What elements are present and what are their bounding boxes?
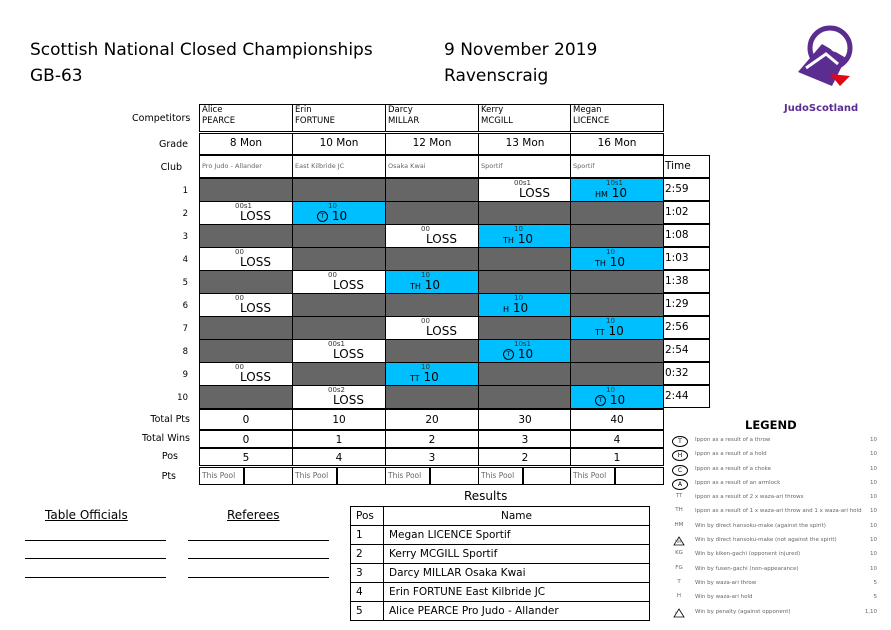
legend-text: Win by direct hansoku-make (against the spirit) xyxy=(695,522,826,529)
legend-points: 10 xyxy=(870,551,877,558)
competitor-last-name: MCGILL xyxy=(481,116,513,126)
legend-item xyxy=(672,465,877,479)
contest-score: 00s1 xyxy=(514,179,532,187)
contest-result: LOSS xyxy=(333,278,364,292)
legend-text: Ippon as a result of 2 x waza-ari throws xyxy=(695,494,804,501)
ippon-throw-icon: T xyxy=(595,395,606,406)
legend-item xyxy=(672,522,877,536)
contest-result: 10 xyxy=(611,186,628,200)
contest-empty-cell xyxy=(292,178,386,202)
contest-number: 8 xyxy=(182,347,188,357)
contest-result: LOSS xyxy=(426,232,457,246)
contest-loss-cell[interactable] xyxy=(199,362,293,386)
contest-empty-cell xyxy=(199,178,293,202)
win-type-code: TH xyxy=(503,236,514,245)
competitor-name xyxy=(385,104,479,132)
result-name: Megan LICENCE Sportif xyxy=(384,526,650,545)
contest-result: 10 xyxy=(609,255,626,269)
legend-symbol-icon: H xyxy=(676,593,682,600)
contest-score: 10 xyxy=(421,363,430,371)
contest-result: 10 xyxy=(609,393,626,407)
results-header-row xyxy=(351,507,650,526)
contest-time: 2:54 xyxy=(662,339,710,362)
legend-text: Win by penalty (against opponent) xyxy=(695,608,791,615)
contest-number: 1 xyxy=(182,186,188,196)
contest-result: 10 xyxy=(608,324,624,338)
contest-result: LOSS xyxy=(426,324,457,338)
contest-time: 1:08 xyxy=(662,224,710,247)
contest-score: 00s1 xyxy=(235,202,253,210)
pool-points-value[interactable] xyxy=(244,467,293,485)
contest-result: LOSS xyxy=(333,347,364,361)
contest-score: 00 xyxy=(235,248,244,256)
legend-points: 10 xyxy=(870,437,877,443)
legend-list xyxy=(672,436,877,622)
contest-score: 10 xyxy=(421,271,430,279)
contest-empty-cell xyxy=(199,224,293,248)
position: 1 xyxy=(570,448,664,466)
legend-text: Ippon as a result of 1 x waza-ari throw and 1 x waza-ari hold xyxy=(695,508,862,515)
referees-line[interactable] xyxy=(188,558,329,559)
contest-empty-cell xyxy=(478,201,572,225)
result-name: Darcy MILLAR Osaka Kwai xyxy=(384,564,650,583)
result-name: Alice PEARCE Pro Judo - Allander xyxy=(384,602,650,621)
legend-text: Ippon as a result of a hold xyxy=(695,451,767,458)
legend-points: 10 xyxy=(870,465,877,472)
position: 2 xyxy=(478,448,572,466)
contest-empty-cell xyxy=(385,247,479,271)
competitor-first-name: Alice xyxy=(202,105,223,115)
label-competitors: Competitors xyxy=(132,113,191,124)
legend-item xyxy=(672,593,877,607)
legend-item xyxy=(672,493,877,507)
contest-empty-cell xyxy=(292,362,386,386)
legend-title: LEGEND xyxy=(745,418,797,432)
label-pts: Pts xyxy=(161,471,176,482)
legend-points: 1,10 xyxy=(864,608,877,615)
result-pos: 3 xyxy=(351,564,384,583)
contest-result: LOSS xyxy=(240,370,271,384)
contest-result: 10 xyxy=(424,278,441,292)
legend-points: 10 xyxy=(870,479,877,486)
competitor-name xyxy=(199,104,293,132)
win-type-code: TH xyxy=(595,259,606,268)
competitor-club: Sportif xyxy=(478,155,572,178)
competitor-club: Osaka Kwai xyxy=(385,155,479,178)
legend-text: Win by fusen-gachi (non-appearance) xyxy=(695,565,799,572)
contest-score: 10 xyxy=(606,386,615,394)
legend-points: 10 xyxy=(870,565,877,572)
pool-points-value[interactable] xyxy=(523,467,572,485)
contest-score: 10 xyxy=(606,317,615,325)
contest-empty-cell xyxy=(292,247,386,271)
pool-code: GB-63 xyxy=(30,66,83,86)
legend-points: 10 xyxy=(870,537,877,544)
results-title: Results xyxy=(464,489,508,503)
contest-time: 1:02 xyxy=(662,201,710,224)
legend-symbol-icon: KG xyxy=(675,550,683,557)
contest-win-cell[interactable] xyxy=(385,362,479,386)
competitor-name xyxy=(570,104,664,132)
contest-win-cell[interactable] xyxy=(570,385,664,409)
contest-number: 2 xyxy=(182,209,188,219)
win-type-code: TT xyxy=(410,374,420,383)
contest-time: 1:38 xyxy=(662,270,710,293)
referees-line[interactable] xyxy=(188,540,329,541)
contest-number: 3 xyxy=(182,232,188,242)
contest-number: 6 xyxy=(182,301,188,311)
legend-text: Win by waza-ari hold xyxy=(695,594,753,601)
officials-line[interactable] xyxy=(25,577,166,578)
legend-points: 5 xyxy=(873,594,877,601)
contest-empty-cell xyxy=(199,339,293,363)
contest-loss-cell[interactable] xyxy=(199,247,293,271)
contest-result: 10 xyxy=(423,370,439,384)
competitor-grade: 8 Mon xyxy=(199,133,293,155)
legend-symbol-icon: TT xyxy=(675,493,683,500)
position: 3 xyxy=(385,448,479,466)
legend-item xyxy=(672,536,877,550)
total-points: 10 xyxy=(292,409,386,430)
results-name-header: Name xyxy=(384,507,650,526)
contest-result: LOSS xyxy=(240,301,271,315)
contest-score: 00 xyxy=(328,271,337,279)
legend-points: 10 xyxy=(870,494,877,501)
legend-symbol-icon xyxy=(672,608,686,620)
legend-item xyxy=(672,550,877,564)
legend-symbol-icon: TH xyxy=(675,507,683,514)
legend-item xyxy=(672,507,877,521)
label-club: Club xyxy=(160,162,182,173)
contest-score: 00 xyxy=(421,317,430,325)
total-points: 40 xyxy=(570,409,664,430)
pool-points: This Pool xyxy=(292,467,337,485)
contest-empty-cell xyxy=(385,293,479,317)
total-wins: 4 xyxy=(570,430,664,448)
contest-time: 2:56 xyxy=(662,316,710,339)
competitor-first-name: Kerry xyxy=(481,105,504,115)
result-name: Erin FORTUNE East Kilbride JC xyxy=(384,583,650,602)
result-pos: 1 xyxy=(351,526,384,545)
pool-points-value[interactable] xyxy=(337,467,386,485)
win-type-code: TT xyxy=(595,328,605,337)
contest-win-cell[interactable] xyxy=(570,316,664,340)
legend-points: 10 xyxy=(870,451,877,458)
results-pos-header: Pos xyxy=(351,507,384,526)
contest-loss-cell[interactable] xyxy=(292,339,386,363)
pool-points: This Pool xyxy=(570,467,615,485)
legend-symbol-icon: H xyxy=(672,450,688,461)
contest-score: 00 xyxy=(421,225,430,233)
win-type-code: H xyxy=(503,305,510,314)
legend-symbol-icon: T xyxy=(677,578,681,585)
contest-result: LOSS xyxy=(240,255,271,269)
total-wins: 0 xyxy=(199,430,293,448)
competitor-last-name: PEARCE xyxy=(202,116,236,126)
contest-result: LOSS xyxy=(333,393,364,407)
competitor-grade: 16 Mon xyxy=(570,133,664,155)
contest-empty-cell xyxy=(199,270,293,294)
pool-points: This Pool xyxy=(385,467,430,485)
legend-item xyxy=(672,579,877,593)
result-pos: 2 xyxy=(351,545,384,564)
competitor-grade: 13 Mon xyxy=(478,133,572,155)
results-row xyxy=(351,564,650,583)
contest-result: LOSS xyxy=(519,186,550,200)
contest-score: 00s2 xyxy=(328,386,346,394)
legend-symbol-text: ! xyxy=(675,610,677,616)
results-row xyxy=(351,545,650,564)
legend-symbol-icon: T xyxy=(672,436,688,447)
competitor-first-name: Megan xyxy=(573,105,602,115)
contest-empty-cell xyxy=(570,224,664,248)
contest-empty-cell xyxy=(478,247,572,271)
total-points: 30 xyxy=(478,409,572,430)
contest-time: 0:32 xyxy=(662,362,710,385)
contest-win-cell[interactable] xyxy=(478,339,572,363)
contest-empty-cell xyxy=(292,293,386,317)
contest-time: 1:29 xyxy=(662,293,710,316)
contest-empty-cell xyxy=(478,385,572,409)
contest-score: 10 xyxy=(514,225,523,233)
ippon-throw-icon: T xyxy=(317,211,328,222)
contest-empty-cell xyxy=(570,201,664,225)
legend-text: Win by waza-ari throw xyxy=(695,579,757,586)
competitor-name xyxy=(478,104,572,132)
contest-result: 10 xyxy=(331,209,348,223)
result-name: Kerry MCGILL Sportif xyxy=(384,545,650,564)
position: 4 xyxy=(292,448,386,466)
event-venue: Ravenscraig xyxy=(444,66,549,86)
event-title: Scottish National Closed Championships xyxy=(30,40,373,60)
label-time: Time xyxy=(662,155,710,178)
judoscotland-logo xyxy=(784,24,860,114)
contest-score: 00s1 xyxy=(328,340,346,348)
contest-number: 9 xyxy=(182,370,188,380)
contest-score: 10 xyxy=(514,294,523,302)
contest-score: 10s1 xyxy=(514,340,532,348)
legend-item xyxy=(672,608,877,622)
competitor-club: Pro Judo - Allander xyxy=(199,155,293,178)
legend-symbol-icon: FG xyxy=(675,564,683,571)
contest-empty-cell xyxy=(199,385,293,409)
competitor-club: Sportif xyxy=(570,155,664,178)
legend-item xyxy=(672,565,877,579)
contest-loss-cell[interactable] xyxy=(292,270,386,294)
competitor-grade: 12 Mon xyxy=(385,133,479,155)
contest-win-cell[interactable] xyxy=(385,270,479,294)
contest-empty-cell xyxy=(292,316,386,340)
legend-text: Win by direct hansoku-make (not against the spirit) xyxy=(695,537,837,544)
legend-text: Ippon as a result of a throw xyxy=(695,437,771,443)
total-wins: 1 xyxy=(292,430,386,448)
legend-text: Ippon as a result of a choke xyxy=(695,465,772,472)
contest-empty-cell xyxy=(478,316,572,340)
results-row xyxy=(351,602,650,621)
contest-loss-cell[interactable] xyxy=(199,201,293,225)
pool-points: This Pool xyxy=(199,467,244,485)
table-officials-heading: Table Officials xyxy=(45,508,128,522)
results-table xyxy=(350,506,650,621)
contest-time: 2:44 xyxy=(662,385,710,408)
contest-loss-cell[interactable] xyxy=(478,178,572,202)
contest-result: LOSS xyxy=(240,209,271,223)
results-row xyxy=(351,583,650,602)
contest-empty-cell xyxy=(478,270,572,294)
contest-empty-cell xyxy=(385,178,479,202)
contest-loss-cell[interactable] xyxy=(199,293,293,317)
contest-empty-cell xyxy=(570,362,664,386)
legend-item xyxy=(672,479,877,493)
competitor-last-name: FORTUNE xyxy=(295,116,336,126)
contest-score: 10s1 xyxy=(606,179,624,187)
contest-score: 10 xyxy=(606,248,615,256)
pool-points-value[interactable] xyxy=(615,467,664,485)
pool-points-value[interactable] xyxy=(430,467,479,485)
contest-loss-cell[interactable] xyxy=(292,385,386,409)
ippon-throw-icon: T xyxy=(503,349,514,360)
contest-loss-cell[interactable] xyxy=(385,316,479,340)
contest-empty-cell xyxy=(385,385,479,409)
competitor-last-name: LICENCE xyxy=(573,116,610,126)
contest-score: 00 xyxy=(235,294,244,302)
contest-loss-cell[interactable] xyxy=(385,224,479,248)
legend-text: Ippon as a result of an armlock xyxy=(695,479,781,486)
contest-win-cell[interactable] xyxy=(570,178,664,202)
legend-symbol-text: HM xyxy=(675,539,682,545)
pool-points: This Pool xyxy=(478,467,523,485)
legend-symbol-icon: A xyxy=(672,479,688,490)
total-wins: 3 xyxy=(478,430,572,448)
competitor-grade: 10 Mon xyxy=(292,133,386,155)
legend-symbol-icon xyxy=(672,536,686,548)
officials-line[interactable] xyxy=(25,558,166,559)
competitor-last-name: MILLAR xyxy=(388,116,420,126)
legend-text: Win by kiken-gachi (opponent injured) xyxy=(695,551,801,558)
total-points: 20 xyxy=(385,409,479,430)
competitor-first-name: Darcy xyxy=(388,105,413,115)
event-date: 9 November 2019 xyxy=(444,40,598,60)
contest-empty-cell xyxy=(570,293,664,317)
contest-win-cell[interactable] xyxy=(478,293,572,317)
win-type-code: HM xyxy=(595,190,608,199)
legend-points: 5 xyxy=(873,579,877,586)
total-points: 0 xyxy=(199,409,293,430)
legend-points: 10 xyxy=(870,522,877,529)
total-wins: 2 xyxy=(385,430,479,448)
legend-points: 10 xyxy=(870,508,877,515)
contest-result: 10 xyxy=(517,347,534,361)
legend-item xyxy=(672,450,877,464)
contest-empty-cell xyxy=(199,316,293,340)
logo-emblem-icon xyxy=(790,24,860,94)
competitor-name xyxy=(292,104,386,132)
contest-win-cell[interactable] xyxy=(570,247,664,271)
contest-win-cell[interactable] xyxy=(292,201,386,225)
label-total-pts: Total Pts xyxy=(150,414,190,425)
contest-empty-cell xyxy=(570,339,664,363)
position: 5 xyxy=(199,448,293,466)
competitor-club: East Kilbride JC xyxy=(292,155,386,178)
contest-number: 4 xyxy=(182,255,188,265)
contest-win-cell[interactable] xyxy=(478,224,572,248)
results-row xyxy=(351,526,650,545)
result-pos: 4 xyxy=(351,583,384,602)
contest-result: 10 xyxy=(517,232,534,246)
contest-empty-cell xyxy=(570,270,664,294)
label-total-wins: Total Wins xyxy=(141,433,190,444)
contest-empty-cell xyxy=(385,201,479,225)
contest-number: 10 xyxy=(177,393,188,403)
contest-time: 2:59 xyxy=(662,178,710,201)
contest-number: 5 xyxy=(182,278,188,288)
legend-item xyxy=(672,436,877,450)
officials-line[interactable] xyxy=(25,540,166,541)
contest-score: 00 xyxy=(235,363,244,371)
contest-empty-cell xyxy=(292,224,386,248)
referees-line[interactable] xyxy=(188,577,329,578)
contest-score: 10 xyxy=(328,202,337,210)
label-pos: Pos xyxy=(161,451,178,462)
legend-symbol-icon: HM xyxy=(674,521,684,528)
contest-time: 1:03 xyxy=(662,247,710,270)
referees-heading: Referees xyxy=(227,508,280,522)
label-grade: Grade xyxy=(159,139,188,150)
contest-number: 7 xyxy=(182,324,188,334)
contest-result: 10 xyxy=(512,301,529,315)
contest-empty-cell xyxy=(385,339,479,363)
win-type-code: TH xyxy=(410,282,421,291)
legend-symbol-icon: C xyxy=(672,465,688,476)
contest-empty-cell xyxy=(478,362,572,386)
logo-text: JudoScotland xyxy=(784,103,859,114)
competitor-first-name: Erin xyxy=(295,105,312,115)
result-pos: 5 xyxy=(351,602,384,621)
